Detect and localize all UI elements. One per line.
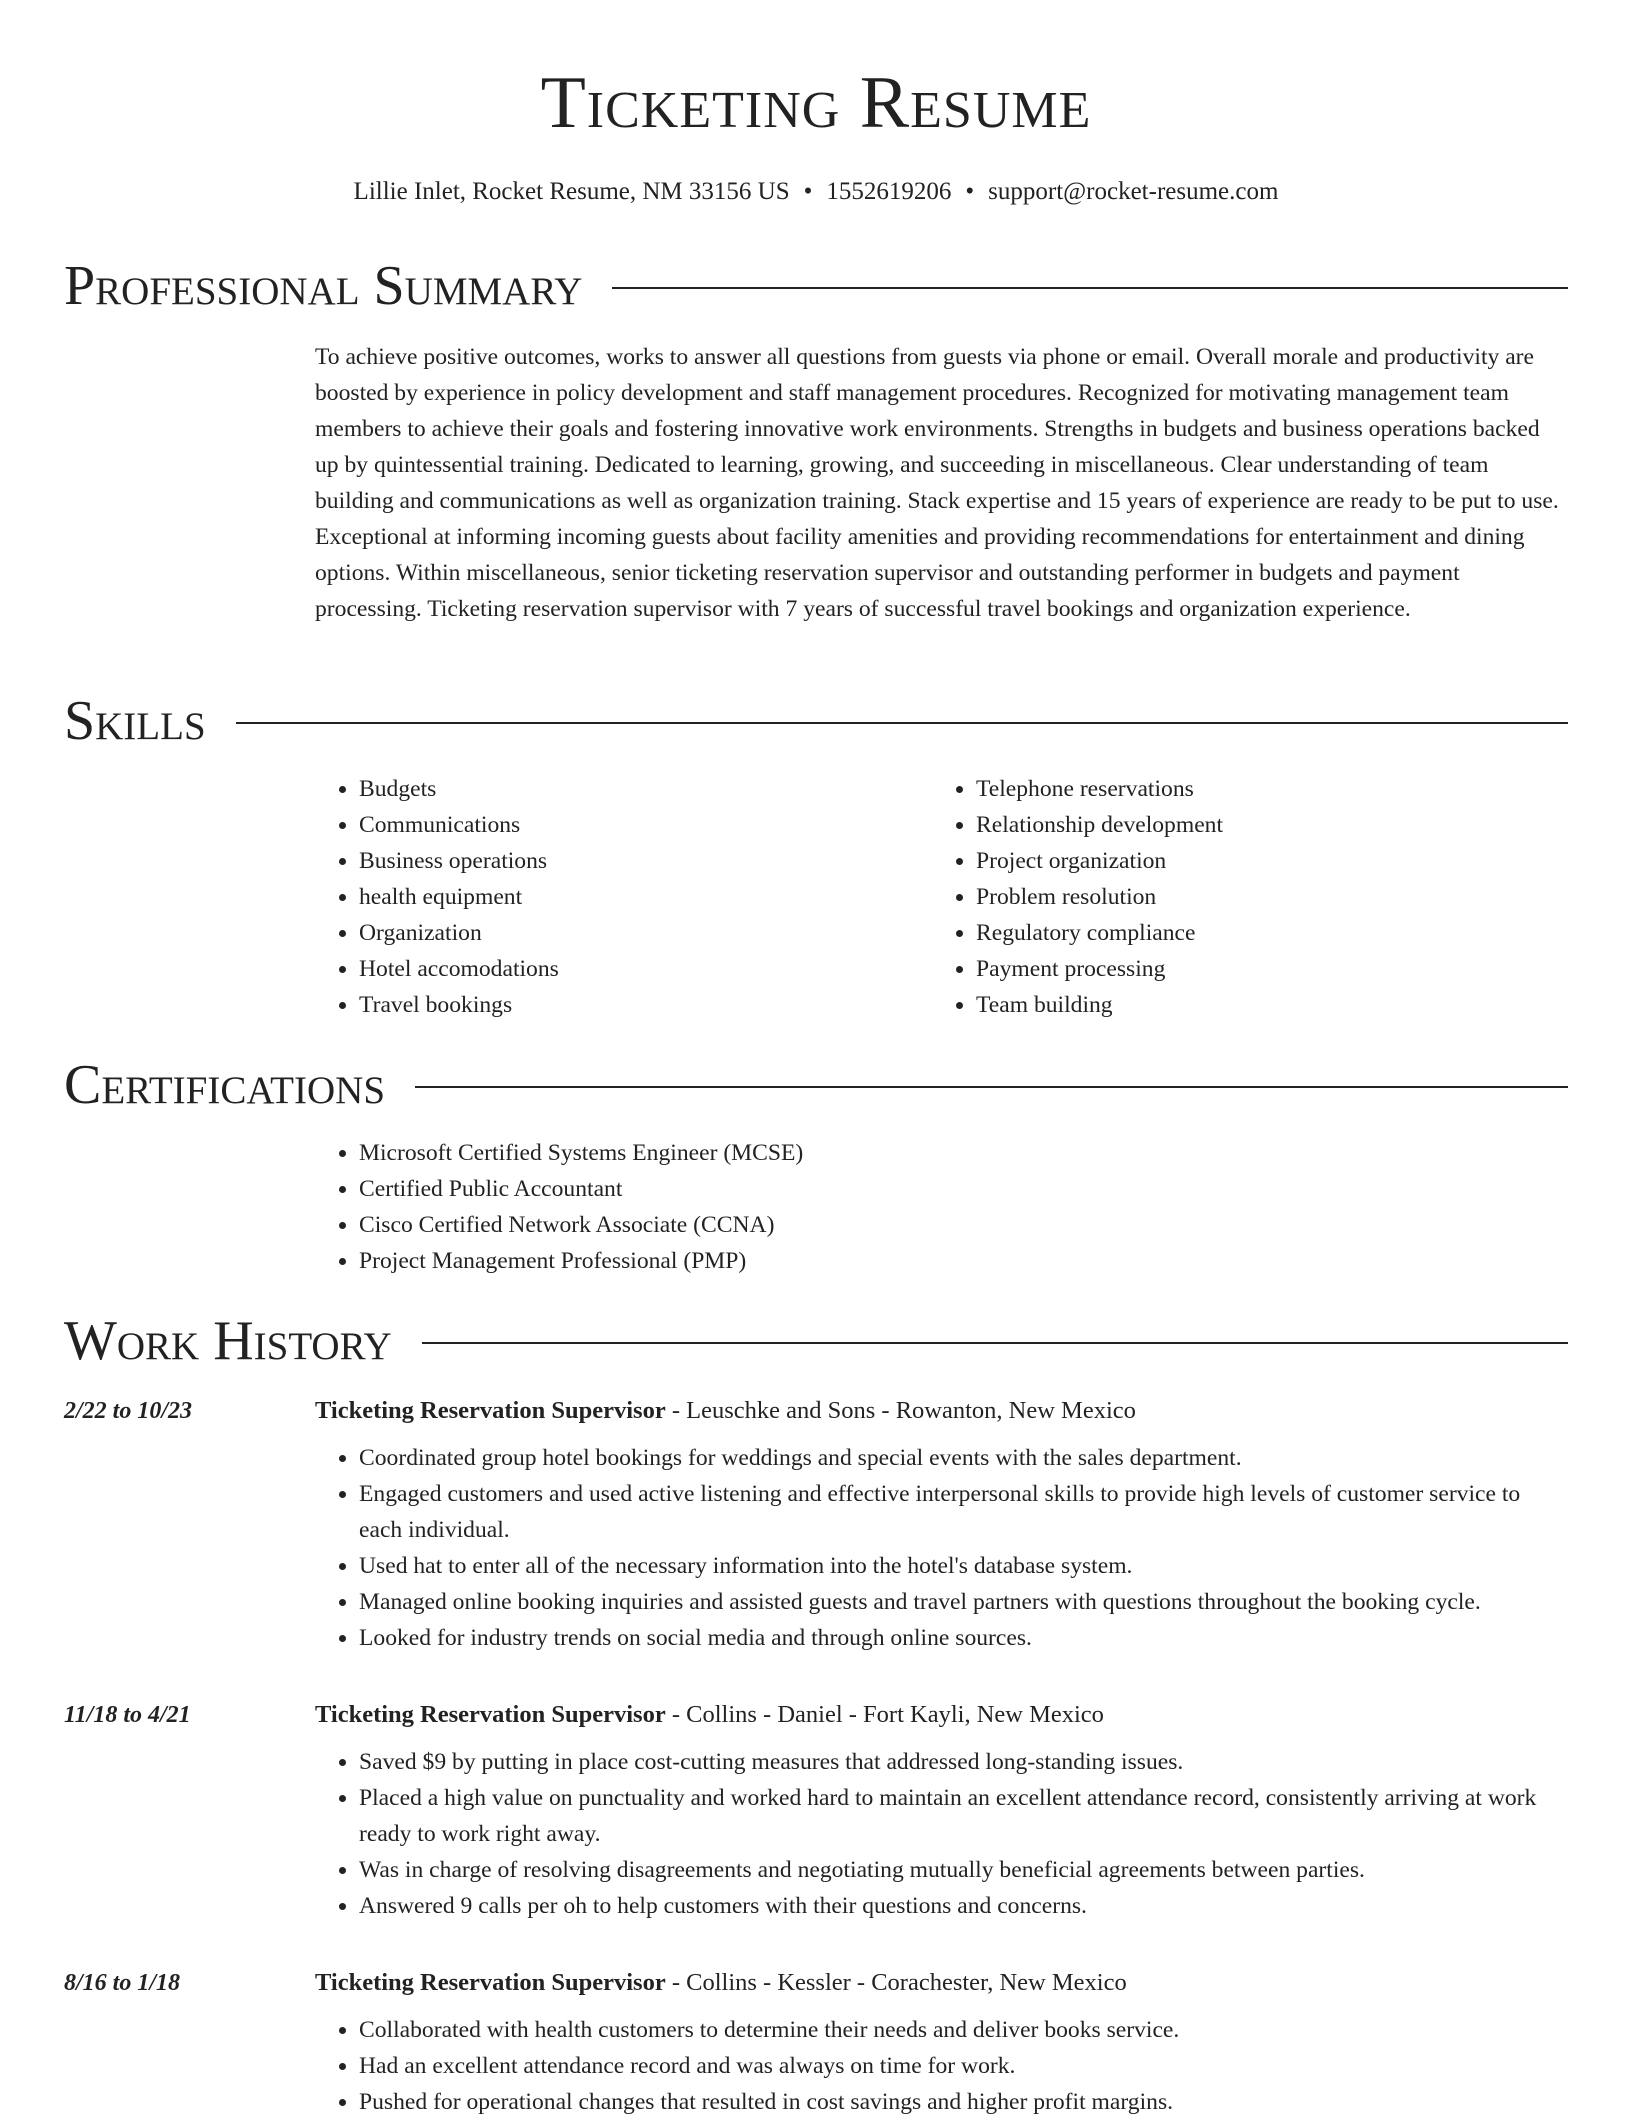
job-role: Ticketing Reservation Supervisor bbox=[315, 1397, 666, 1424]
contact-address: Lillie Inlet, Rocket Resume, NM 33156 US bbox=[353, 178, 790, 205]
skill-item: • Payment processing bbox=[976, 951, 1223, 987]
job-bullets bbox=[315, 1744, 1568, 1924]
job-details: - Collins - Daniel - Fort Kayli, New Mexico bbox=[665, 1701, 1104, 1728]
skill-item: • Relationship development bbox=[976, 807, 1223, 843]
skill-item: • Team building bbox=[976, 987, 1223, 1023]
work-section-title: Work History bbox=[64, 1310, 392, 1372]
certification-item: • Certified Public Accountant bbox=[359, 1171, 803, 1207]
skill-item: • Organization bbox=[359, 915, 559, 951]
job-bullets bbox=[315, 1440, 1568, 1656]
contact-line bbox=[0, 174, 1632, 210]
contact-phone: 1552619206 bbox=[826, 178, 952, 205]
job-title-line bbox=[315, 1965, 1127, 2001]
summary-section-title: Professional Summary bbox=[64, 255, 583, 317]
contact-separator: • bbox=[803, 178, 813, 205]
job-title-line bbox=[315, 1697, 1104, 1733]
job-details: - Leuschke and Sons - Rowanton, New Mexico bbox=[665, 1397, 1136, 1424]
skill-item: • Communications bbox=[359, 807, 559, 843]
certification-item: • Microsoft Certified Systems Engineer (MCSE) bbox=[359, 1135, 803, 1171]
certifications-section-title: Certifications bbox=[64, 1054, 386, 1116]
job-role: Ticketing Reservation Supervisor bbox=[315, 1701, 666, 1728]
job-bullet-item: • Saved $9 by putting in place cost-cutting measures that addressed long-standing issues. bbox=[359, 1744, 1568, 1780]
skills-section-header bbox=[64, 689, 1568, 753]
job-role: Ticketing Reservation Supervisor bbox=[315, 1969, 666, 1996]
skill-item: • Business operations bbox=[359, 843, 559, 879]
certification-item: • Cisco Certified Network Associate (CCNA) bbox=[359, 1207, 803, 1243]
skills-left-column bbox=[315, 771, 559, 1023]
section-divider bbox=[422, 1342, 1568, 1344]
skill-item: • Project organization bbox=[976, 843, 1223, 879]
job-bullet-item: • Collaborated with health customers to determine their needs and deliver books service. bbox=[359, 2012, 1568, 2048]
job-bullet-item: • Managed online booking inquiries and assisted guests and travel partners with questions throughout the booking cycle. bbox=[359, 1584, 1568, 1620]
section-divider bbox=[236, 722, 1568, 724]
skill-item: • Travel bookings bbox=[359, 987, 559, 1023]
job-bullet-item: • Used hat to enter all of the necessary information into the hotel's database system. bbox=[359, 1548, 1568, 1584]
job-bullet-item: • Had an excellent attendance record and was always on time for work. bbox=[359, 2048, 1568, 2084]
certifications-section-header bbox=[64, 1053, 1568, 1117]
summary-text: To achieve positive outcomes, works to answer all questions from guests via phone or email. Overall morale and productivity are boosted by experience in policy development and staff management procedures. Recognized for motivating management team members to achieve their goals and fostering innovative work environments. Strengths in budgets and business operations backed up by quintessential training. Dedicated to learning, growing, and succeeding in miscellaneous. Clear understanding of team building and communications as well as organization training. Stack expertise and 15 years of experience are ready to be put to use. Exceptional at informing incoming guests about facility amenities and providing recommendations for entertainment and dining options. Within miscellaneous, senior ticketing reservation supervisor and outstanding performer in budgets and payment processing. Ticketing reservation supervisor with 7 years of successful travel bookings and organization experience. bbox=[315, 344, 1559, 622]
job-bullet-item: • Engaged customers and used active listening and effective interpersonal skills to provide high levels of customer service to each individual. bbox=[359, 1476, 1568, 1548]
resume-name: Ticketing Resume bbox=[540, 62, 1092, 144]
job-bullet-list bbox=[315, 1440, 1568, 1656]
contact-separator: • bbox=[965, 178, 975, 205]
skill-item: • Hotel accomodations bbox=[359, 951, 559, 987]
job-details: - Collins - Kessler - Corachester, New Mexico bbox=[665, 1969, 1127, 1996]
job-dates: 8/16 to 1/18 bbox=[64, 1970, 181, 1996]
job-dates: 11/18 to 4/21 bbox=[64, 1702, 191, 1728]
job-bullet-list bbox=[315, 1744, 1568, 1924]
skills-section-title: Skills bbox=[64, 690, 206, 752]
section-divider bbox=[415, 1086, 1568, 1088]
section-divider bbox=[612, 287, 1568, 289]
job-bullet-item: • Was in charge of resolving disagreements and negotiating mutually beneficial agreements between parties. bbox=[359, 1852, 1568, 1888]
certification-item: • Project Management Professional (PMP) bbox=[359, 1243, 803, 1279]
job-bullet-list bbox=[315, 2012, 1568, 2120]
job-bullet-item: • Answered 9 calls per oh to help customers with their questions and concerns. bbox=[359, 1888, 1568, 1924]
job-title-line bbox=[315, 1393, 1136, 1429]
certifications-block bbox=[315, 1135, 803, 1279]
job-dates: 2/22 to 10/23 bbox=[64, 1398, 193, 1424]
job-bullet-item: • Looked for industry trends on social media and through online sources. bbox=[359, 1620, 1568, 1656]
skill-item: • Telephone reservations bbox=[976, 771, 1223, 807]
skill-item: • Problem resolution bbox=[976, 879, 1223, 915]
skills-list-right bbox=[932, 771, 1223, 1023]
certifications-list bbox=[315, 1135, 803, 1279]
job-bullet-item: • Coordinated group hotel bookings for weddings and special events with the sales department. bbox=[359, 1440, 1568, 1476]
job-bullet-item: • Pushed for operational changes that resulted in cost savings and higher profit margins. bbox=[359, 2084, 1568, 2120]
skills-list-left bbox=[315, 771, 559, 1023]
skill-item: • health equipment bbox=[359, 879, 559, 915]
skill-item: • Budgets bbox=[359, 771, 559, 807]
skills-right-column bbox=[932, 771, 1223, 1023]
job-bullets bbox=[315, 2012, 1568, 2120]
skill-item: • Regulatory compliance bbox=[976, 915, 1223, 951]
contact-email: support@rocket-resume.com bbox=[988, 178, 1279, 205]
work-section-header bbox=[64, 1309, 1568, 1373]
job-bullet-item: • Placed a high value on punctuality and worked hard to maintain an excellent attendance record, consistently arriving at work ready to work right away. bbox=[359, 1780, 1568, 1852]
summary-section-header bbox=[64, 254, 1568, 318]
